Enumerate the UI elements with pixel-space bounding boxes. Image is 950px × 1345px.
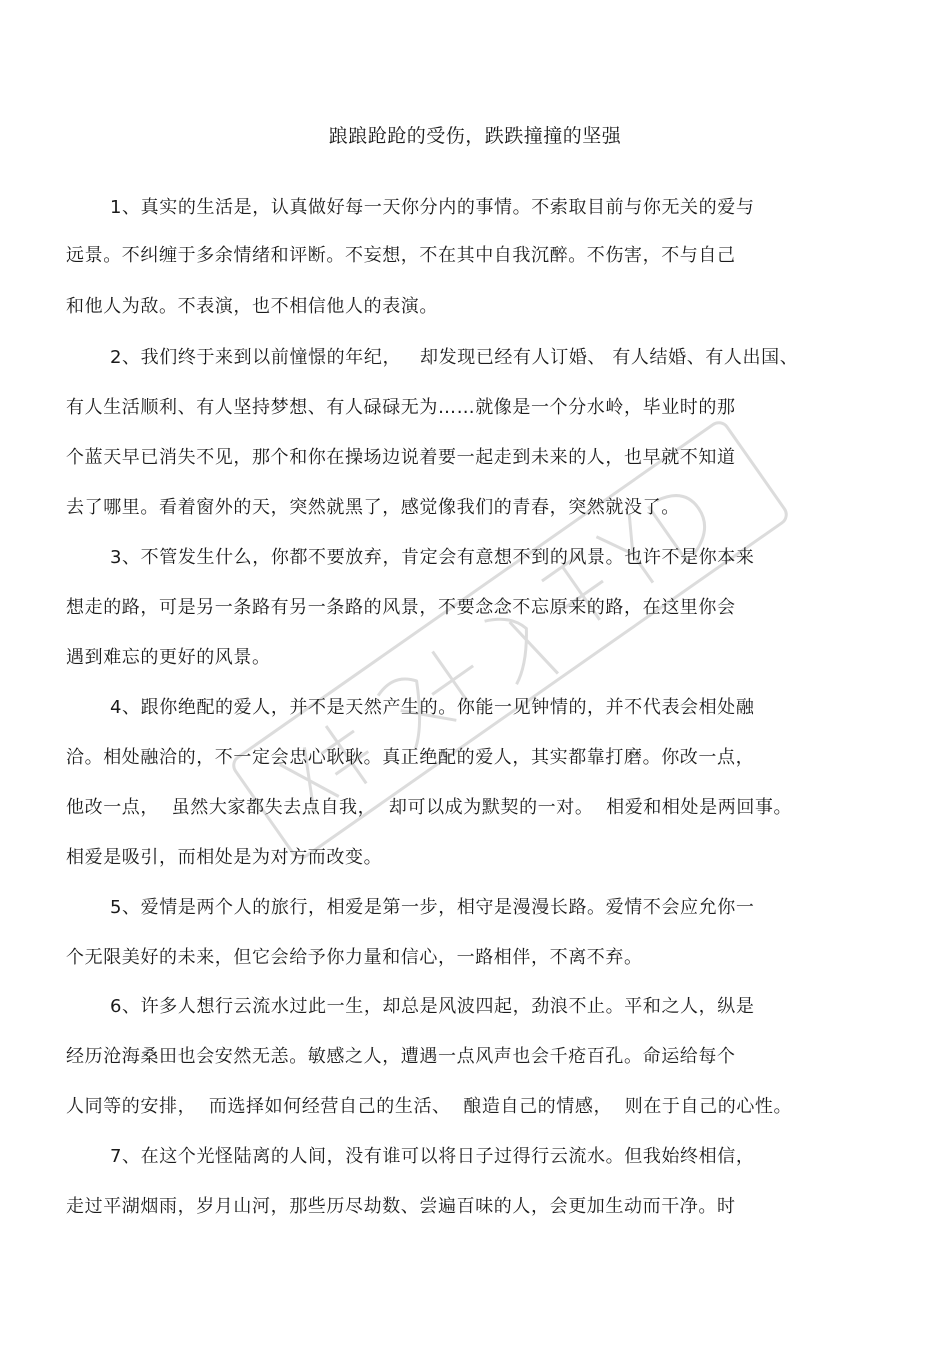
text-line: 7、在这个光怪陆离的人间，没有谁可以将日子过得行云流水。但我始终相信， [110, 1146, 755, 1167]
text-line: 1、真实的生活是，认真做好每一天你分内的事情。不索取目前与你无关的爱与 [110, 197, 755, 218]
text-line: 相爱是吸引，而相处是为对方而改变。 [66, 847, 383, 868]
text-line: 经历沧海桑田也会安然无恙。敏感之人，遭遇一点风声也会千疮百孔。命运给每个 [66, 1046, 736, 1067]
text-line: 去了哪里。看着窗外的天，突然就黑了，感觉像我们的青春，突然就没了。 [66, 497, 680, 518]
text-line: 遇到难忘的更好的风景。 [66, 647, 271, 668]
text-line: 2、我们终于来到以前憧憬的年纪， 却发现已经有人订婚、 有人结婚、有人出国、 [110, 347, 799, 368]
text-line: 5、爱情是两个人的旅行，相爱是第一步，相守是漫漫长路。爱情不会应允你一 [110, 897, 755, 918]
text-line: 6、许多人想行云流水过此一生，却总是风波四起，劲浪不止。平和之人，纵是 [110, 996, 755, 1017]
text-line: 个无限美好的未来，但它会给予你力量和信心，一路相伴，不离不弃。 [66, 947, 643, 968]
text-line: 3、不管发生什么，你都不要放弃，肯定会有意想不到的风景。也许不是你本来 [110, 547, 755, 568]
text-line: 人同等的安排， 而选择如何经营自己的生活、 酿造自己的情感， 则在于自己的心性。 [66, 1096, 793, 1117]
text-line: 个蓝天早已消失不见，那个和你在操场边说着要一起走到未来的人，也早就不知道 [66, 447, 736, 468]
text-line: 走过平湖烟雨，岁月山河，那些历尽劫数、尝遍百味的人，会更加生动而干净。时 [66, 1196, 736, 1217]
text-line: 他改一点， 虽然大家都失去点自我， 却可以成为默契的一对。 相爱和相处是两回事。 [66, 797, 793, 818]
text-line: 和他人为敌。不表演，也不相信他人的表演。 [66, 296, 438, 317]
text-line: 有人生活顺利、有人坚持梦想、有人碌碌无为……就像是一个分水岭，毕业时的那 [66, 397, 736, 418]
text-line: 远景。不纠缠于多余情绪和评断。不妄想，不在其中自我沉醉。不伤害，不与自己 [66, 245, 736, 266]
text-line: 想走的路，可是另一条路有另一条路的风景，不要念念不忘原来的路，在这里你会 [66, 597, 736, 618]
document-title: 踉踉跄跄的受伤，跌跌撞撞的坚强 [328, 125, 622, 147]
text-line: 4、跟你绝配的爱人，并不是天然产生的。你能一见钟情的，并不代表会相处融 [110, 697, 755, 718]
text-line: 洽。相处融洽的，不一定会忠心耿耿。真正绝配的爱人，其实都靠打磨。你改一点， [66, 747, 755, 768]
